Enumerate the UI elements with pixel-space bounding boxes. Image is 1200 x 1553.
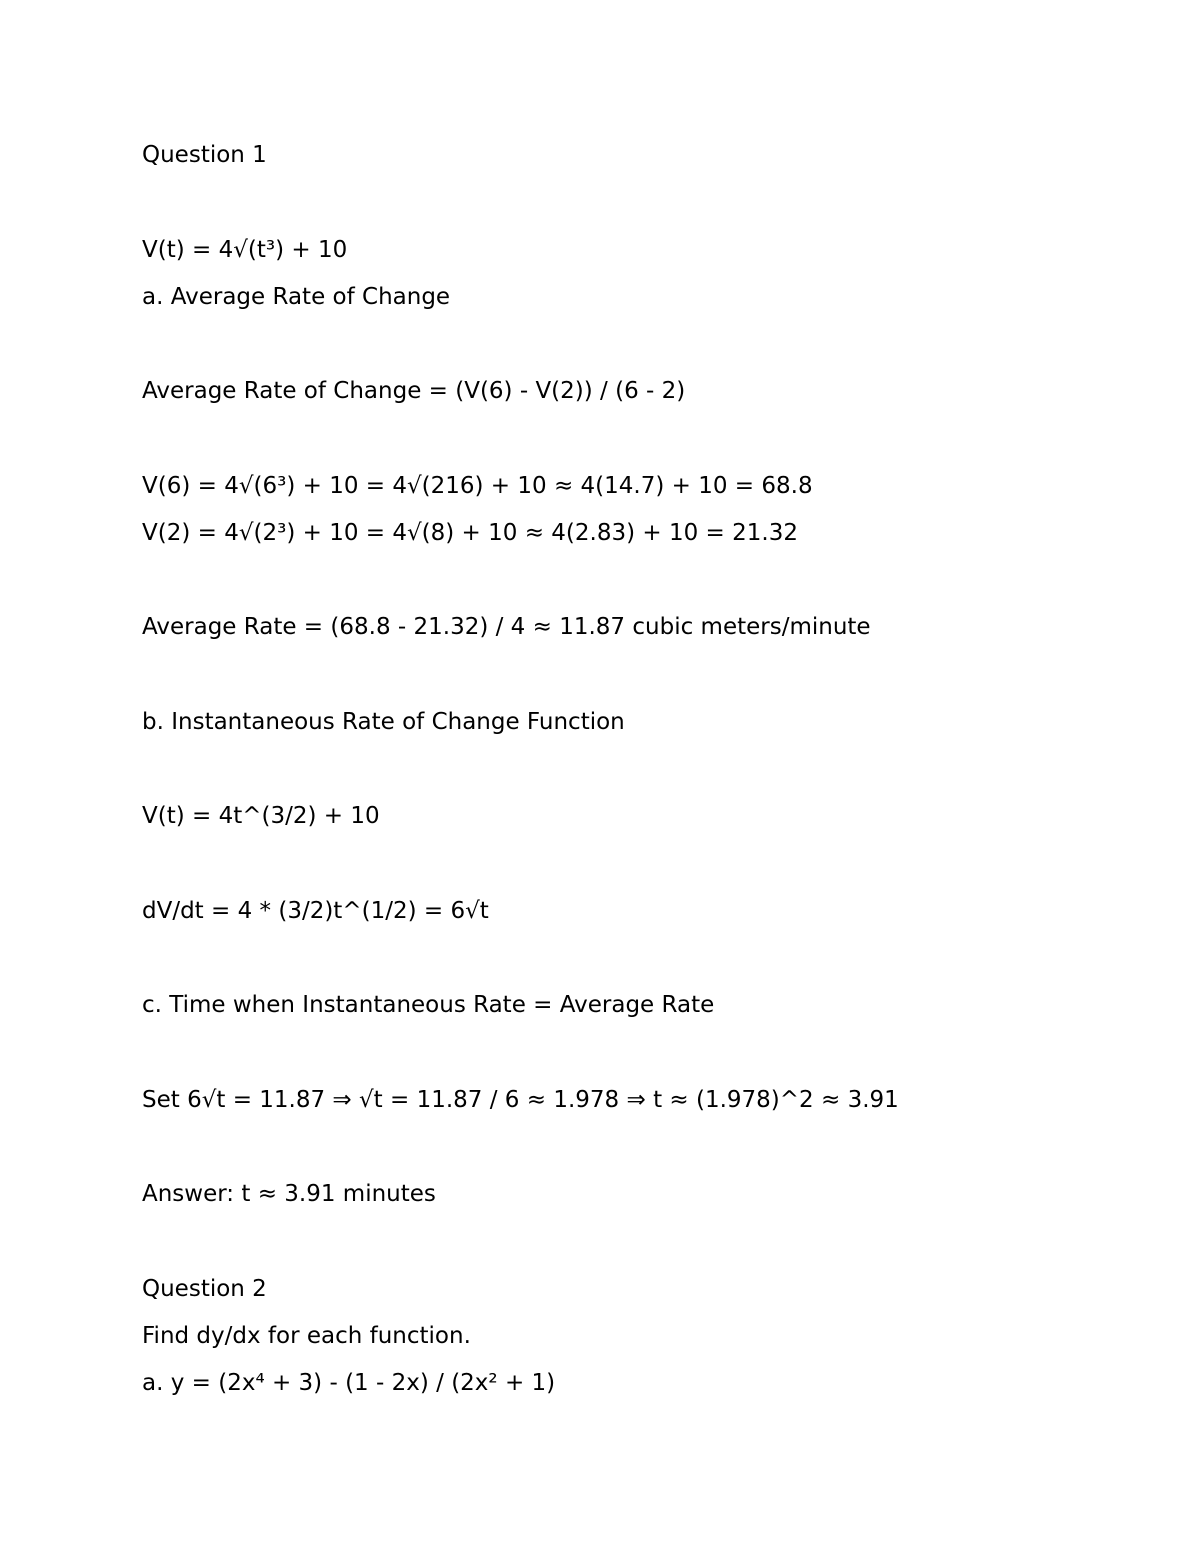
part-c-heading: c. Time when Instantaneous Rate = Average Rate (142, 992, 715, 1018)
answer-line: Answer: t ≈ 3.91 minutes (142, 1181, 436, 1207)
average-rate-result: Average Rate = (68.8 - 21.32) / 4 ≈ 11.87 cubic meters/minute (142, 614, 871, 640)
part-a-heading: a. Average Rate of Change (142, 284, 451, 310)
derivative-line: dV/dt = 4 * (3/2)t^(1/2) = 6√t (142, 898, 489, 924)
volume-function: V(t) = 4√(t³) + 10 (142, 237, 348, 263)
part-b-heading: b. Instantaneous Rate of Change Function (142, 709, 625, 735)
question-1-heading: Question 1 (142, 142, 267, 168)
question-2-instruction: Find dy/dx for each function. (142, 1323, 471, 1349)
question-2-heading: Question 2 (142, 1276, 267, 1302)
average-rate-formula: Average Rate of Change = (V(6) - V(2)) / (6 - 2) (142, 378, 686, 404)
question-2-part-a: a. y = (2x⁴ + 3) - (1 - 2x) / (2x² + 1) (142, 1370, 556, 1396)
volume-rewritten: V(t) = 4t^(3/2) + 10 (142, 803, 380, 829)
v2-calculation: V(2) = 4√(2³) + 10 = 4√(8) + 10 ≈ 4(2.83) + 10 = 21.32 (142, 520, 798, 546)
v6-calculation: V(6) = 4√(6³) + 10 = 4√(216) + 10 ≈ 4(14.7) + 10 = 68.8 (142, 473, 813, 499)
solve-time-line: Set 6√t = 11.87 ⇒ √t = 11.87 / 6 ≈ 1.978 ⇒ t ≈ (1.978)^2 ≈ 3.91 (142, 1087, 899, 1113)
